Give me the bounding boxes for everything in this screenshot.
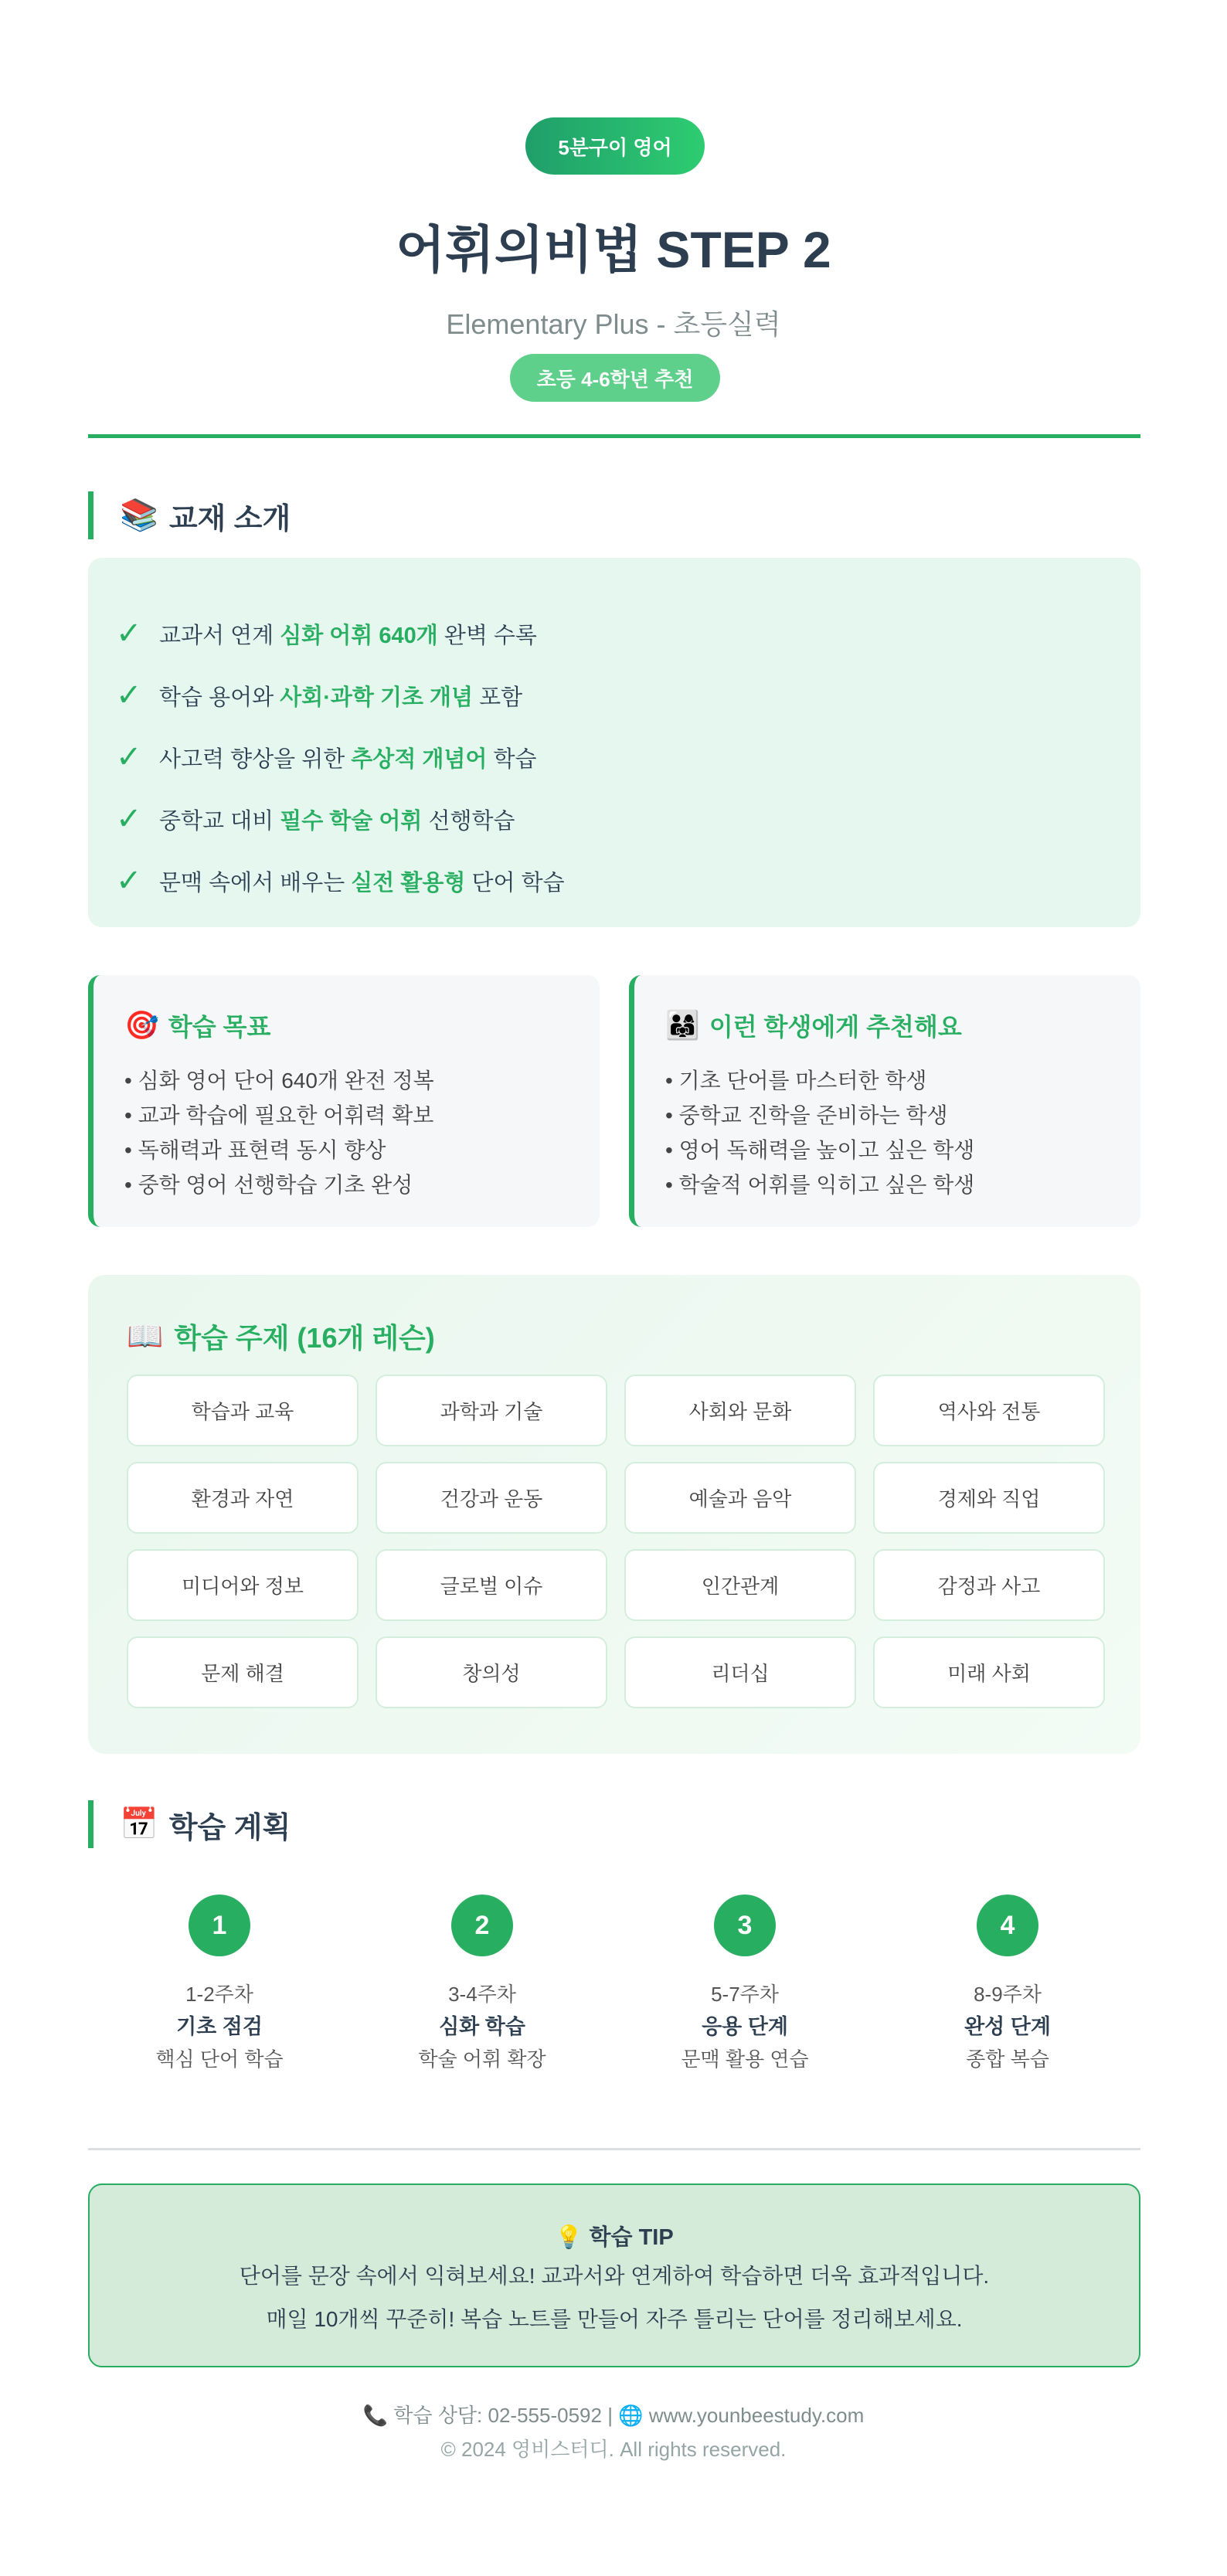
topic-item: 건강과 운동 xyxy=(376,1462,607,1534)
plan-step xyxy=(88,1895,351,2075)
topic-item: 리더십 xyxy=(624,1636,856,1708)
intro-text: 교과서 연계 xyxy=(159,623,280,648)
step-week: 8-9주차 xyxy=(974,1983,1042,2006)
intro-text: 완벽 수록 xyxy=(437,623,537,648)
tip-title xyxy=(90,2221,1139,2255)
topic-item: 학습과 교육 xyxy=(127,1375,359,1446)
topic-item: 환경과 자연 xyxy=(127,1462,359,1534)
intro-box xyxy=(88,558,1140,927)
recommend-card xyxy=(629,975,1140,1227)
recommend-item: • 학술적 어휘를 익히고 싶은 학생 xyxy=(665,1173,975,1197)
header-divider xyxy=(88,434,1140,438)
recommend-title-label: 이런 학생에게 추천해요 xyxy=(709,1013,962,1041)
step-week: 5-7주차 xyxy=(711,1983,779,2006)
topic-item: 예술과 음악 xyxy=(624,1462,856,1534)
topic-item: 감정과 사고 xyxy=(873,1549,1105,1621)
lightbulb-icon: 💡 xyxy=(555,2225,583,2250)
calendar-icon: 📅 xyxy=(120,1807,158,1841)
check-icon: ✓ xyxy=(116,864,142,898)
step-number: 3 xyxy=(714,1895,776,1956)
footer-contact xyxy=(0,2400,1227,2428)
topic-item: 사회와 문화 xyxy=(624,1375,856,1446)
goal-item: • 심화 영어 단어 640개 완전 정복 xyxy=(124,1069,434,1093)
plan-heading xyxy=(88,1800,291,1848)
plan-steps xyxy=(88,1895,1140,2075)
goal-item: • 교과 학습에 필요한 어휘력 확보 xyxy=(124,1103,434,1127)
copyright: © 2024 영비스터디. All rights reserved. xyxy=(440,2438,787,2461)
series-badge: 5분구이 영어 xyxy=(525,117,705,175)
step-desc: 학술 어휘 확장 xyxy=(418,2048,546,2071)
page-subtitle: Elementary Plus - 초등실력 xyxy=(446,308,781,340)
check-icon: ✓ xyxy=(116,740,142,774)
check-icon: ✓ xyxy=(116,802,142,836)
section-divider xyxy=(88,2148,1140,2150)
intro-highlight: 추상적 개념어 xyxy=(351,746,488,772)
intro-text: 중학교 대비 xyxy=(159,808,280,834)
open-book-icon: 📖 xyxy=(127,1320,164,1353)
topic-item: 인간관계 xyxy=(624,1549,856,1621)
intro-text: 문맥 속에서 배우는 xyxy=(159,870,352,895)
intro-item xyxy=(116,850,1140,912)
phone-icon: 📞 xyxy=(362,2404,389,2427)
contact-phone: 학습 상담: 02-555-0592 xyxy=(393,2404,602,2427)
students-icon: 👨‍👩‍👧 xyxy=(665,1009,700,1041)
target-icon: 🎯 xyxy=(124,1009,159,1041)
topic-item: 글로벌 이슈 xyxy=(376,1549,607,1621)
step-name: 완성 단계 xyxy=(964,2015,1051,2038)
intro-text: 학습 용어와 xyxy=(159,685,280,710)
tip-title-label: 학습 TIP xyxy=(589,2225,674,2250)
topic-item: 미래 사회 xyxy=(873,1636,1105,1708)
website-link[interactable]: www.younbeestudy.com xyxy=(648,2404,865,2427)
topic-item: 문제 해결 xyxy=(127,1636,359,1708)
intro-item xyxy=(116,664,1140,726)
topics-box xyxy=(88,1275,1140,1754)
step-desc: 종합 복습 xyxy=(966,2048,1049,2071)
intro-text: 선행학습 xyxy=(422,808,515,834)
step-name: 심화 학습 xyxy=(439,2015,525,2038)
check-icon: ✓ xyxy=(116,678,142,712)
intro-highlight: 사회·과학 기초 개념 xyxy=(280,685,474,710)
step-desc: 문맥 활용 연습 xyxy=(681,2048,809,2071)
step-week: 3-4주차 xyxy=(448,1983,516,2006)
intro-heading xyxy=(88,491,291,539)
step-week: 1-2주차 xyxy=(185,1983,253,2006)
intro-text: 학습 xyxy=(487,746,537,772)
intro-text: 포함 xyxy=(473,685,523,710)
topics-title-label: 학습 주제 (16개 레슨) xyxy=(174,1322,435,1354)
footer-separator: | xyxy=(607,2404,613,2427)
goals-title xyxy=(124,1008,600,1043)
topics-title xyxy=(127,1317,1103,1356)
step-name: 기초 점검 xyxy=(176,2015,263,2038)
books-icon: 📚 xyxy=(120,498,158,532)
tip-line: 매일 10개씩 꾸준히! 복습 노트를 만들어 자주 틀리는 단어를 정리해보세요. xyxy=(266,2307,963,2331)
check-icon: ✓ xyxy=(116,617,142,651)
intro-highlight: 심화 어휘 640개 xyxy=(280,623,438,648)
plan-step xyxy=(876,1895,1139,2075)
step-name: 응용 단계 xyxy=(702,2015,788,2038)
intro-item xyxy=(116,788,1140,850)
intro-text: 사고력 향상을 위한 xyxy=(159,746,352,772)
topic-item: 역사와 전통 xyxy=(873,1375,1105,1446)
intro-item xyxy=(116,603,1140,664)
grade-badge: 초등 4-6학년 추천 xyxy=(510,354,720,402)
recommend-item: • 중학교 진학을 준비하는 학생 xyxy=(665,1103,948,1127)
intro-item xyxy=(116,726,1140,788)
topic-item: 경제와 직업 xyxy=(873,1462,1105,1534)
intro-text: 단어 학습 xyxy=(465,870,565,895)
plan-step xyxy=(351,1895,614,2075)
topic-item: 창의성 xyxy=(376,1636,607,1708)
goal-item: • 중학 영어 선행학습 기초 완성 xyxy=(124,1173,413,1197)
step-number: 1 xyxy=(189,1895,250,1956)
recommend-item: • 기초 단어를 마스터한 학생 xyxy=(665,1069,927,1093)
topic-item: 미디어와 정보 xyxy=(127,1549,359,1621)
topic-grid xyxy=(127,1375,1103,1708)
recommend-item: • 영어 독해력을 높이고 싶은 학생 xyxy=(665,1138,975,1162)
step-number: 4 xyxy=(977,1895,1038,1956)
goals-card xyxy=(88,975,600,1227)
intro-highlight: 실전 활용형 xyxy=(351,870,466,895)
plan-heading-label: 학습 계획 xyxy=(168,1811,291,1844)
step-number: 2 xyxy=(451,1895,513,1956)
intro-highlight: 필수 학술 어휘 xyxy=(280,808,423,834)
topic-item: 과학과 기술 xyxy=(376,1375,607,1446)
goal-item: • 독해력과 표현력 동시 향상 xyxy=(124,1138,386,1162)
page-title: 어휘의비법 STEP 2 xyxy=(396,221,831,278)
recommend-title xyxy=(665,1008,1140,1043)
globe-icon: 🌐 xyxy=(618,2404,644,2427)
plan-step xyxy=(614,1895,876,2075)
tip-box xyxy=(88,2183,1140,2367)
tip-line: 단어를 문장 속에서 익혀보세요! 교과서와 연계하여 학습하면 더욱 효과적입니다. xyxy=(239,2264,990,2288)
step-desc: 핵심 단어 학습 xyxy=(155,2048,284,2071)
intro-heading-label: 교재 소개 xyxy=(168,502,291,535)
goals-title-label: 학습 목표 xyxy=(168,1013,271,1041)
